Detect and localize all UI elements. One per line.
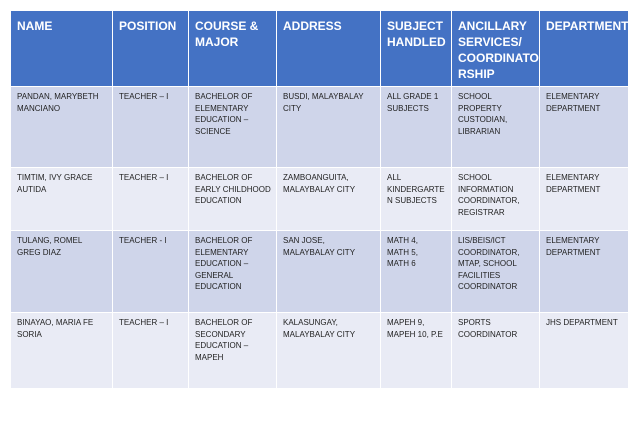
cell-ancillary: SCHOOL PROPERTY CUSTODIAN, LIBRARIAN [452, 87, 540, 168]
cell-department: JHS DEPARTMENT [540, 313, 629, 389]
header-department: DEPARTMENT [540, 11, 629, 87]
cell-position: TEACHER - I [113, 231, 189, 313]
cell-ancillary: SPORTS COORDINATOR [452, 313, 540, 389]
cell-course: BACHELOR OF ELEMENTARY EDUCATION – SCIENCE [189, 87, 277, 168]
header-row [11, 11, 629, 87]
table-row [11, 87, 629, 168]
cell-position: TEACHER – I [113, 168, 189, 231]
header-position: POSITION [113, 11, 189, 87]
cell-course: BACHELOR OF EARLY CHILDHOOD EDUCATION [189, 168, 277, 231]
cell-ancillary: LIS/BEIS/ICT COORDINATOR, MTAP, SCHOOL FACILITIES COORDINATOR [452, 231, 540, 313]
cell-name: PANDAN, MARYBETH MANCIANO [11, 87, 113, 168]
cell-department: ELEMENTARY DEPARTMENT [540, 231, 629, 313]
cell-name: TIMTIM, IVY GRACE AUTIDA [11, 168, 113, 231]
header-name: NAME [11, 11, 113, 87]
cell-ancillary: SCHOOL INFORMATION COORDINATOR, REGISTRAR [452, 168, 540, 231]
header-subject-handled: SUBJECT HANDLED [381, 11, 452, 87]
cell-name: BINAYAO, MARIA FE SORIA [11, 313, 113, 389]
header-course-major: COURSE & MAJOR [189, 11, 277, 87]
header-address: ADDRESS [277, 11, 381, 87]
cell-address: BUSDI, MALAYBALAY CITY [277, 87, 381, 168]
cell-department: ELEMENTARY DEPARTMENT [540, 168, 629, 231]
cell-position: TEACHER – I [113, 313, 189, 389]
cell-address: SAN JOSE, MALAYBALAY CITY [277, 231, 381, 313]
cell-course: BACHELOR OF ELEMENTARY EDUCATION – GENERAL EDUCATION [189, 231, 277, 313]
cell-course: BACHELOR OF SECONDARY EDUCATION – MAPEH [189, 313, 277, 389]
cell-name: TULANG, ROMEL GREG DIAZ [11, 231, 113, 313]
table-row [11, 231, 629, 313]
cell-department: ELEMENTARY DEPARTMENT [540, 87, 629, 168]
cell-subject: ALL KINDERGARTE N SUBJECTS [381, 168, 452, 231]
cell-subject: MAPEH 9, MAPEH 10, P.E [381, 313, 452, 389]
cell-subject: MATH 4, MATH 5, MATH 6 [381, 231, 452, 313]
cell-position: TEACHER – I [113, 87, 189, 168]
table-row [11, 168, 629, 231]
cell-subject: ALL GRADE 1 SUBJECTS [381, 87, 452, 168]
table-row [11, 313, 629, 389]
cell-address: KALASUNGAY, MALAYBALAY CITY [277, 313, 381, 389]
cell-address: ZAMBOANGUITA, MALAYBALAY CITY [277, 168, 381, 231]
faculty-table-container [10, 10, 629, 389]
header-ancillary-services: ANCILLARY SERVICES/ COORDINATO RSHIP [452, 11, 540, 87]
faculty-table [10, 10, 629, 389]
